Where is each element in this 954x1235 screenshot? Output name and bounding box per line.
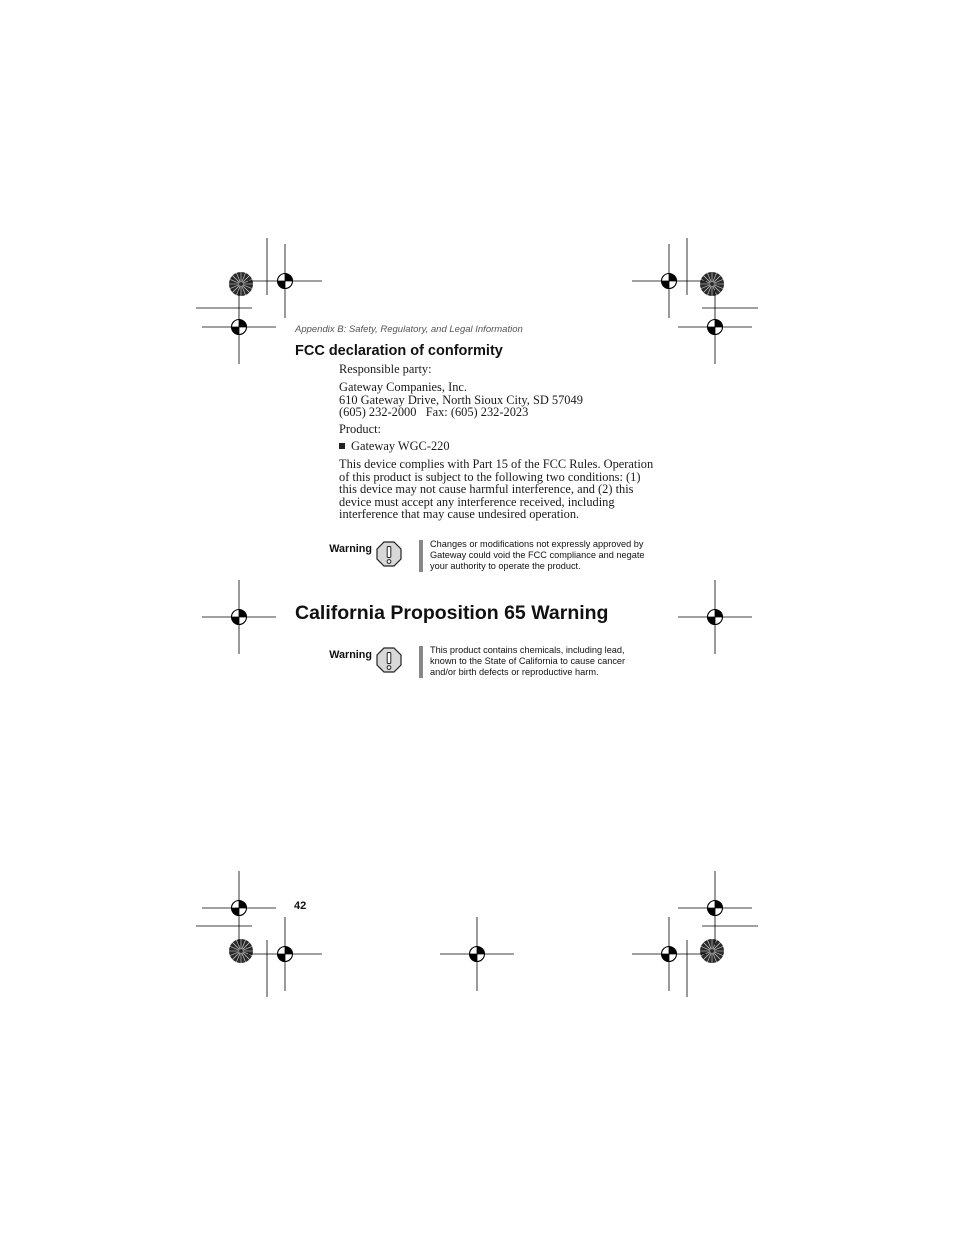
product-name: Gateway WGC-220 [351, 439, 450, 453]
compliance-line: This device complies with Part 15 of the FCC Rules. Operation [339, 457, 654, 471]
company-address: 610 Gateway Drive, North Sioux City, SD 57049 [339, 392, 583, 407]
warning-line: known to the State of California to cause cancer [430, 656, 626, 666]
fcc-warning-bar [419, 540, 423, 572]
responsible-party-address [339, 381, 659, 419]
warning-octagon-icon [376, 647, 402, 673]
compliance-paragraph [339, 458, 669, 521]
warning-line: This product contains chemicals, including lead, [430, 645, 625, 655]
warning-line: and/or birth defects or reproductive harm. [430, 667, 599, 677]
prop65-warning-bar [419, 646, 423, 678]
running-head: Appendix B: Safety, Regulatory, and Legal Information [295, 324, 523, 335]
fcc-warning-label: Warning [329, 543, 372, 555]
compliance-line: of this product is subject to the following two conditions: (1) [339, 469, 641, 484]
bullet-square-icon [339, 443, 345, 449]
warning-line: Gateway could void the FCC compliance and negate [430, 550, 645, 560]
product-label: Product: [339, 422, 381, 436]
company-name: Gateway Companies, Inc. [339, 380, 467, 394]
prop65-warning-label: Warning [329, 649, 372, 661]
company-phone-fax: (605) 232-2000 Fax: (605) 232-2023 [339, 405, 529, 420]
warning-octagon-icon [376, 541, 402, 567]
compliance-line: device must accept any interference received, including [339, 494, 615, 509]
compliance-line: this device may not cause harmful interference, and (2) this [339, 482, 634, 497]
product-list-item [339, 440, 659, 453]
page-number: 42 [294, 900, 307, 912]
fcc-heading: FCC declaration of conformity [295, 343, 503, 359]
prop65-warning-text [430, 645, 655, 678]
prop65-heading: California Proposition 65 Warning [295, 602, 609, 624]
responsible-party-label: Responsible party: [339, 362, 432, 376]
warning-line: your authority to operate the product. [430, 561, 581, 571]
warning-line: Changes or modifications not expressly approved by [430, 539, 644, 549]
fcc-warning-text [430, 539, 655, 572]
compliance-line: interference that may cause undesired operation. [339, 507, 580, 522]
